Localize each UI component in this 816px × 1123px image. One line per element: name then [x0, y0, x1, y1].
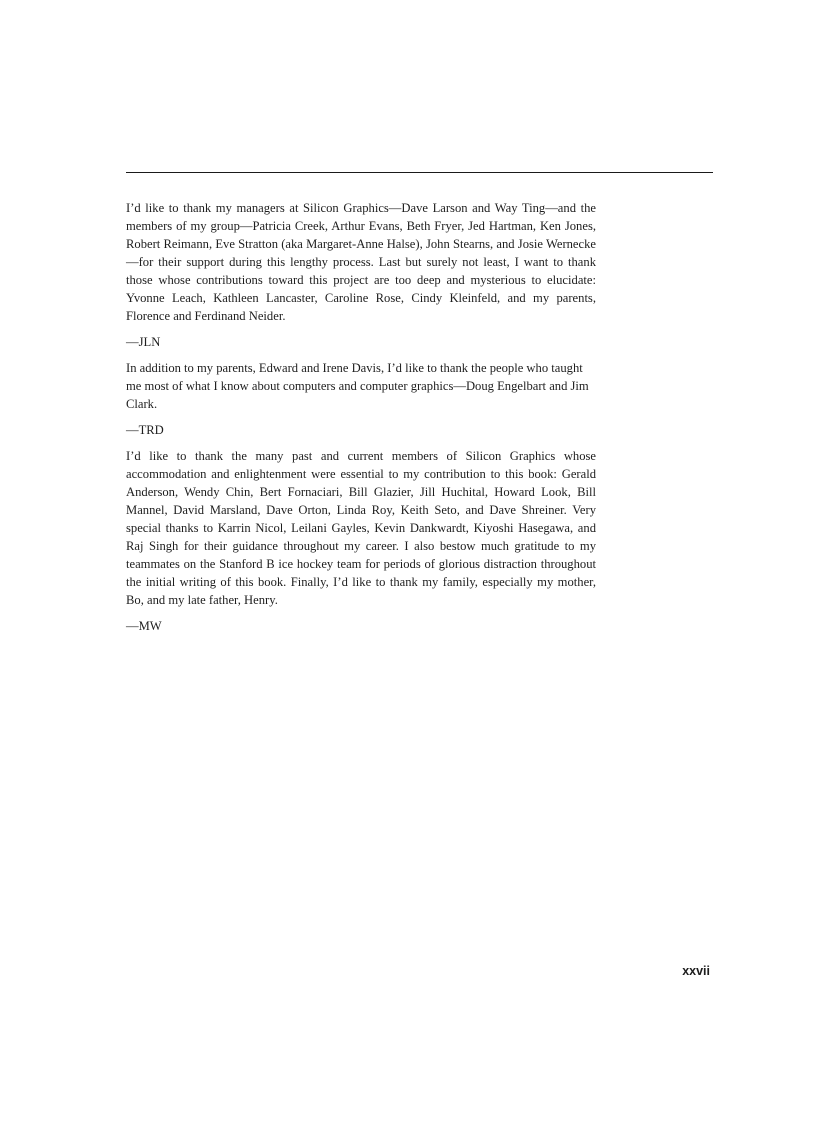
signature-mw: —MW	[126, 619, 162, 633]
page-number: xxvii	[682, 964, 710, 978]
acknowledgment-paragraph-jln: I’d like to thank my managers at Silicon Graphics—Dave Larson and Way Ting—and the members of my group—Patricia Creek, Arthur Evans, Beth Fryer, Jed Hartman, Ken Jones, Robert Reimann, Eve Stratton (aka Margaret-Anne Halse), John Stearns, and Josie Wernecke—for their support during this lengthy process. Last but surely not least, I want to thank those whose contributions toward this project are too deep and mysterious to elucidate: Yvonne Leach, Kathleen Lancaster, Caroline Rose, Cindy Kleinfeld, and my parents, Florence and Ferdinand Neider.	[126, 201, 596, 323]
acknowledgment-paragraph-trd: In addition to my parents, Edward and Irene Davis, I’d like to thank the people who taught me most of what I know about computers and computer graphics—Doug Engelbart and Jim Clark.	[126, 361, 589, 411]
signature-trd: —TRD	[126, 423, 164, 437]
signature-jln: —JLN	[126, 335, 161, 349]
acknowledgments-body	[126, 199, 596, 643]
top-rule-divider	[126, 172, 713, 173]
acknowledgment-paragraph-mw: I’d like to thank the many past and current members of Silicon Graphics whose accommodation and enlightenment were essential to my contribution to this book: Gerald Anderson, Wendy Chin, Bert Fornaciari, Bill Glazier, Jill Huchital, Howard Look, Bill Mannel, David Marsland, Dave Orton, Linda Roy, Keith Seto, and Dave Shreiner. Very special thanks to Karrin Nicol, Leilani Gayles, Kevin Dankwardt, Kiyoshi Hasegawa, and Raj Singh for their guidance throughout my career. I also bestow much gratitude to my teammates on the Stanford B ice hockey team for periods of glorious distraction throughout the initial writing of this book. Finally, I’d like to thank my family, especially my mother, Bo, and my late father, Henry.	[126, 449, 596, 607]
